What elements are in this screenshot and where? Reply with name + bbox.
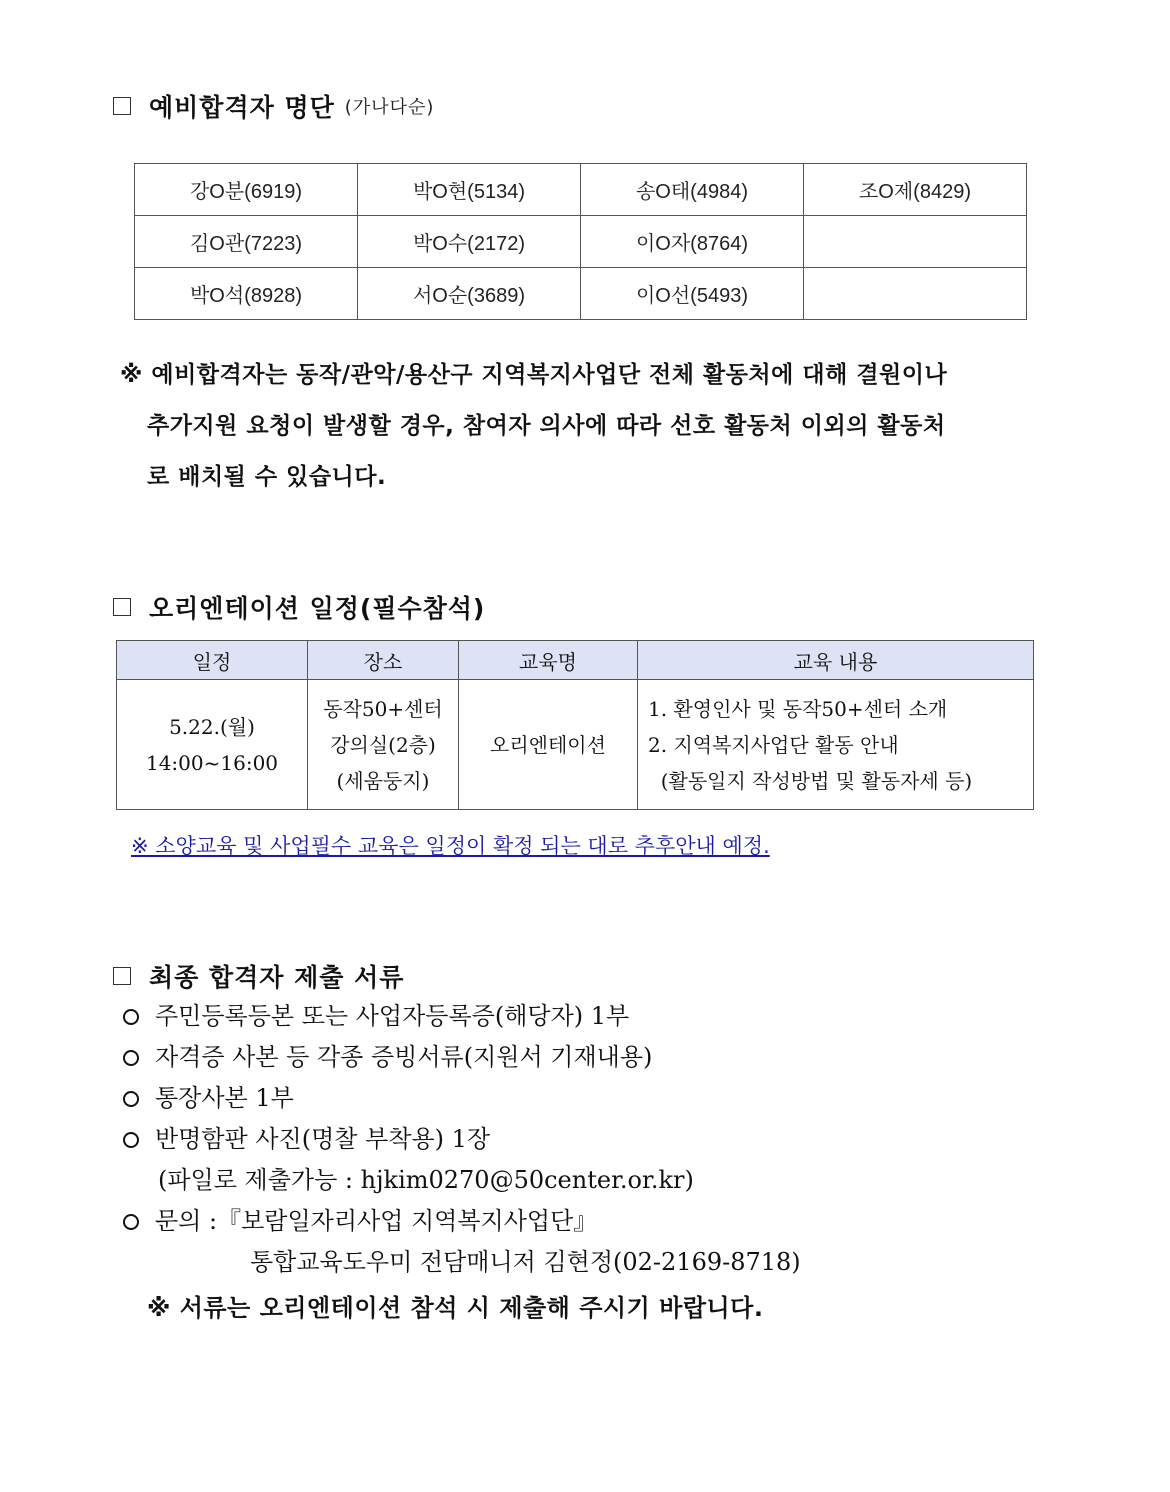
documents-section-title bbox=[113, 958, 404, 994]
schedule-time: 14:00~16:00 bbox=[145, 750, 279, 775]
table-row bbox=[117, 680, 1034, 810]
name-cell bbox=[804, 216, 1027, 268]
schedule-date: 5.22.(월) bbox=[169, 714, 255, 739]
name-cell: 김O관(7223) bbox=[135, 216, 358, 268]
circle-bullet-icon bbox=[123, 1009, 139, 1025]
reserve-note-line: ※ 예비합격자는 동작/관악/용산구 지역복지사업단 전체 활동처에 대해 결원이나 bbox=[120, 362, 948, 388]
name-cell: 박O현(5134) bbox=[358, 164, 581, 216]
table-row bbox=[135, 268, 1027, 320]
reserve-note-line: 로 배치될 수 있습니다. bbox=[147, 464, 387, 490]
header-schedule: 일정 bbox=[117, 641, 308, 680]
name-cell: 박O수(2172) bbox=[358, 216, 581, 268]
list-item-text: 반명함판 사진(명찰 부착용) 1장 bbox=[155, 1125, 491, 1153]
name-cell: 송O태(4984) bbox=[581, 164, 804, 216]
reserve-note-line: 추가지원 요청이 발생할 경우, 참여자 의사에 따라 선호 활동처 이외의 활동처 bbox=[147, 413, 946, 439]
content-line: 1. 환영인사 및 동작50+센터 소개 bbox=[648, 696, 948, 721]
header-course-content: 교육 내용 bbox=[638, 641, 1034, 680]
reserve-names-table bbox=[134, 163, 1027, 320]
circle-bullet-icon bbox=[123, 1050, 139, 1066]
name-cell: 강O분(6919) bbox=[135, 164, 358, 216]
orientation-table bbox=[116, 640, 1034, 810]
list-item bbox=[123, 1037, 801, 1078]
contact-detail: 통합교육도우미 전담매니저 김현정(02-2169-8718) bbox=[250, 1248, 801, 1276]
documents-title-text: 최종 합격자 제출 서류 bbox=[149, 963, 405, 992]
course-content-cell bbox=[638, 680, 1034, 810]
orientation-section-title bbox=[113, 589, 485, 625]
orientation-note: ※ 소양교육 및 사업필수 교육은 일정이 확정 되는 대로 추후안내 예정. bbox=[131, 834, 770, 858]
header-course-name: 교육명 bbox=[459, 641, 638, 680]
table-row bbox=[135, 216, 1027, 268]
contact-label: 문의 :『보람일자리사업 지역복지사업단』 bbox=[155, 1207, 598, 1235]
schedule-cell bbox=[117, 680, 308, 810]
table-row bbox=[135, 164, 1027, 216]
location-line: 동작50+센터 bbox=[323, 696, 443, 721]
header-location: 장소 bbox=[308, 641, 459, 680]
list-item bbox=[123, 1078, 801, 1119]
content-line: (활동일지 작성방법 및 활동자세 등) bbox=[648, 768, 973, 793]
name-cell: 박O석(8928) bbox=[135, 268, 358, 320]
photo-submission-note: (파일로 제출가능 : hjkim0270@50center.or.kr) bbox=[158, 1166, 694, 1194]
orientation-title-text: 오리엔테이션 일정(필수참석) bbox=[149, 594, 486, 623]
content-line: 2. 지역복지사업단 활동 안내 bbox=[648, 732, 899, 757]
contact-item bbox=[123, 1201, 801, 1242]
reserve-subtitle: (가나다순) bbox=[344, 97, 435, 118]
list-item bbox=[123, 1119, 801, 1160]
list-item-text: 주민등록등본 또는 사업자등록증(해당자) 1부 bbox=[155, 1002, 630, 1030]
checkbox-square-icon bbox=[113, 967, 131, 985]
circle-bullet-icon bbox=[123, 1091, 139, 1107]
name-cell bbox=[804, 268, 1027, 320]
reserve-note bbox=[120, 350, 1065, 503]
name-cell: 조O제(8429) bbox=[804, 164, 1027, 216]
name-cell: 이O선(5493) bbox=[581, 268, 804, 320]
reserve-title-text: 예비합격자 명단 bbox=[149, 93, 335, 122]
documents-list bbox=[123, 996, 801, 1283]
circle-bullet-icon bbox=[123, 1132, 139, 1148]
location-line: 강의실(2층) bbox=[330, 732, 436, 757]
final-note: ※ 서류는 오리엔테이션 참석 시 제출해 주시기 바랍니다. bbox=[147, 1294, 764, 1322]
name-cell: 서O순(3689) bbox=[358, 268, 581, 320]
list-item-text: 통장사본 1부 bbox=[155, 1084, 294, 1112]
list-item-text: 자격증 사본 등 각종 증빙서류(지원서 기재내용) bbox=[155, 1043, 653, 1071]
checkbox-square-icon bbox=[113, 598, 131, 616]
table-header-row bbox=[117, 641, 1034, 680]
checkbox-square-icon bbox=[113, 97, 131, 115]
reserve-section-title bbox=[113, 88, 434, 124]
circle-bullet-icon bbox=[123, 1214, 139, 1230]
list-item bbox=[123, 996, 801, 1037]
location-line: (세움둥지) bbox=[336, 768, 430, 793]
location-cell bbox=[308, 680, 459, 810]
name-cell: 이O자(8764) bbox=[581, 216, 804, 268]
course-name-cell: 오리엔테이션 bbox=[459, 680, 638, 810]
